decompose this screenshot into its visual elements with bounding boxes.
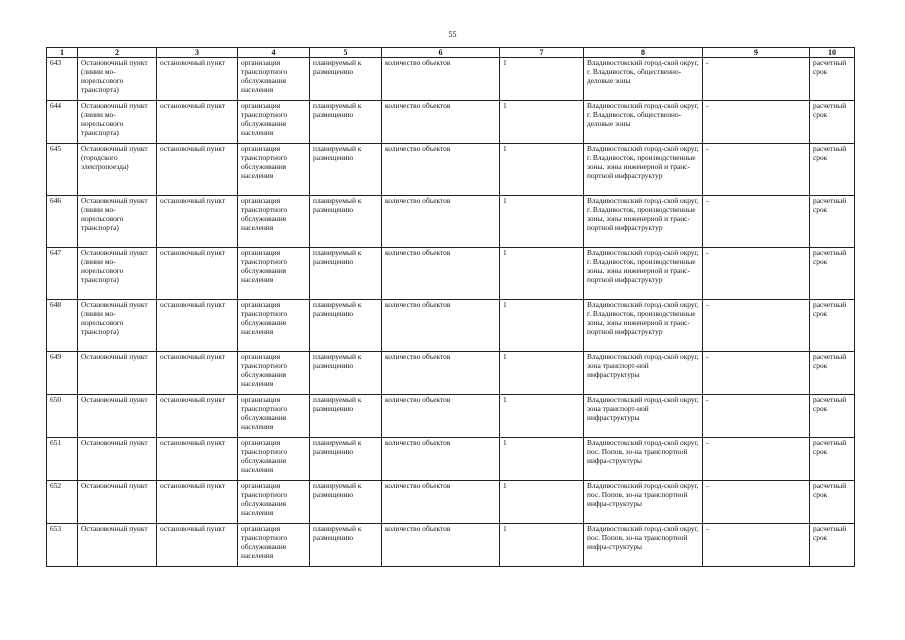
table-row [47,58,855,101]
count-cell: 1 [500,524,584,567]
term-cell: расчетный срок [810,524,855,567]
location-cell: Владивостокский город-ской округ, зона транспорт-ной инфраструктуры [584,352,703,395]
row-number-cell: 646 [47,196,78,248]
count-cell: 1 [500,196,584,248]
term-cell: расчетный срок [810,300,855,352]
purpose-cell: организация транспортного обслуживания населения [238,58,310,101]
purpose-cell: организация транспортного обслуживания населения [238,300,310,352]
objects-table [46,47,855,567]
row-number-cell: 643 [47,58,78,101]
row-number-cell: 651 [47,438,78,481]
indicator-cell: количество объектов [382,395,500,438]
indicator-cell: количество объектов [382,300,500,352]
indicator-cell: количество объектов [382,524,500,567]
table-row [47,352,855,395]
count-cell: 1 [500,300,584,352]
column-header: 7 [500,48,584,58]
indicator-cell: количество объектов [382,144,500,196]
term-cell: расчетный срок [810,481,855,524]
row-number-cell: 647 [47,248,78,300]
purpose-cell: организация транспортного обслуживания населения [238,248,310,300]
header-row [47,48,855,58]
location-cell: Владивостокский город-ской округ, г. Владивосток, производственные зоны, зоны инженерной и транс-портной инфраструктур [584,144,703,196]
object-name-cell: Остановочный пункт [78,352,157,395]
object-type-cell: остановочный пункт [157,101,238,144]
row-number-cell: 653 [47,524,78,567]
object-type-cell: остановочный пункт [157,144,238,196]
column-header: 3 [157,48,238,58]
term-cell: расчетный срок [810,144,855,196]
object-name-cell: Остановочный пункт [78,395,157,438]
indicator-cell: количество объектов [382,248,500,300]
count-cell: 1 [500,481,584,524]
table-row [47,101,855,144]
object-name-cell: Остановочный пункт (линии мо-норельсового транспорта) [78,196,157,248]
object-type-cell: остановочный пункт [157,481,238,524]
object-name-cell: Остановочный пункт [78,481,157,524]
column-header: 5 [310,48,382,58]
term-cell: расчетный срок [810,196,855,248]
column-header: 9 [703,48,810,58]
status-cell: планируемый к размещению [310,481,382,524]
location-cell: Владивостокский город-ской округ, пос. Попов, зо-на транспортной инфра-структуры [584,524,703,567]
object-type-cell: остановочный пункт [157,524,238,567]
row-number-cell: 652 [47,481,78,524]
term-cell: расчетный срок [810,101,855,144]
zone-cell: - [703,395,810,438]
status-cell: планируемый к размещению [310,300,382,352]
indicator-cell: количество объектов [382,438,500,481]
table-row [47,144,855,196]
count-cell: 1 [500,101,584,144]
row-number-cell: 650 [47,395,78,438]
object-name-cell: Остановочный пункт (городского электропоезда) [78,144,157,196]
purpose-cell: организация транспортного обслуживания населения [238,481,310,524]
status-cell: планируемый к размещению [310,248,382,300]
status-cell: планируемый к размещению [310,395,382,438]
location-cell: Владивостокский город-ской округ, г. Владивосток, производственные зоны, зоны инженерной и транс-портной инфраструктур [584,196,703,248]
table-row [47,395,855,438]
page-number: 55 [448,30,457,39]
status-cell: планируемый к размещению [310,58,382,101]
table-row [47,248,855,300]
purpose-cell: организация транспортного обслуживания населения [238,395,310,438]
status-cell: планируемый к размещению [310,144,382,196]
count-cell: 1 [500,248,584,300]
location-cell: Владивостокский город-ской округ, г. Владивосток, общественно-деловые зоны [584,101,703,144]
zone-cell: - [703,481,810,524]
status-cell: планируемый к размещению [310,352,382,395]
table-row [47,196,855,248]
zone-cell: - [703,438,810,481]
location-cell: Владивостокский город-ской округ, зона транспорт-ной инфраструктуры [584,395,703,438]
indicator-cell: количество объектов [382,196,500,248]
term-cell: расчетный срок [810,352,855,395]
zone-cell: - [703,524,810,567]
object-name-cell: Остановочный пункт [78,438,157,481]
purpose-cell: организация транспортного обслуживания населения [238,196,310,248]
column-header: 10 [810,48,855,58]
zone-cell: - [703,58,810,101]
purpose-cell: организация транспортного обслуживания населения [238,524,310,567]
column-header: 1 [47,48,78,58]
row-number-cell: 649 [47,352,78,395]
column-header: 8 [584,48,703,58]
object-name-cell: Остановочный пункт (линии мо-норельсового транспорта) [78,248,157,300]
indicator-cell: количество объектов [382,481,500,524]
count-cell: 1 [500,58,584,101]
object-type-cell: остановочный пункт [157,300,238,352]
row-number-cell: 648 [47,300,78,352]
object-name-cell: Остановочный пункт (линии мо-норельсового транспорта) [78,58,157,101]
table-row [47,300,855,352]
table-body [47,58,855,567]
purpose-cell: организация транспортного обслуживания населения [238,101,310,144]
column-header: 6 [382,48,500,58]
term-cell: расчетный срок [810,248,855,300]
object-type-cell: остановочный пункт [157,438,238,481]
indicator-cell: количество объектов [382,101,500,144]
zone-cell: - [703,248,810,300]
status-cell: планируемый к размещению [310,524,382,567]
row-number-cell: 645 [47,144,78,196]
count-cell: 1 [500,438,584,481]
zone-cell: - [703,101,810,144]
object-name-cell: Остановочный пункт (линии мо-норельсового транспорта) [78,300,157,352]
zone-cell: - [703,352,810,395]
indicator-cell: количество объектов [382,58,500,101]
object-type-cell: остановочный пункт [157,248,238,300]
count-cell: 1 [500,395,584,438]
object-type-cell: остановочный пункт [157,58,238,101]
column-header: 4 [238,48,310,58]
table-row [47,438,855,481]
purpose-cell: организация транспортного обслуживания населения [238,144,310,196]
object-name-cell: Остановочный пункт [78,524,157,567]
status-cell: планируемый к размещению [310,196,382,248]
location-cell: Владивостокский город-ской округ, пос. Попов, зо-на транспортной инфра-структуры [584,481,703,524]
zone-cell: - [703,144,810,196]
status-cell: планируемый к размещению [310,101,382,144]
object-type-cell: остановочный пункт [157,395,238,438]
location-cell: Владивостокский город-ской округ, пос. Попов, зо-на транспортной инфра-структуры [584,438,703,481]
zone-cell: - [703,300,810,352]
status-cell: планируемый к размещению [310,438,382,481]
table-row [47,524,855,567]
term-cell: расчетный срок [810,438,855,481]
term-cell: расчетный срок [810,395,855,438]
object-name-cell: Остановочный пункт (линии мо-норельсового транспорта) [78,101,157,144]
count-cell: 1 [500,144,584,196]
term-cell: расчетный срок [810,58,855,101]
purpose-cell: организация транспортного обслуживания населения [238,438,310,481]
column-header: 2 [78,48,157,58]
location-cell: Владивостокский город-ской округ, г. Владивосток, производственные зоны, зоны инженерной и транс-портной инфраструктур [584,248,703,300]
count-cell: 1 [500,352,584,395]
location-cell: Владивостокский город-ской округ, г. Владивосток, общественно-деловые зоны [584,58,703,101]
object-type-cell: остановочный пункт [157,352,238,395]
location-cell: Владивостокский город-ской округ, г. Владивосток, производственные зоны, зоны инженерной и транс-портной инфраструктур [584,300,703,352]
object-type-cell: остановочный пункт [157,196,238,248]
indicator-cell: количество объектов [382,352,500,395]
purpose-cell: организация транспортного обслуживания населения [238,352,310,395]
row-number-cell: 644 [47,101,78,144]
zone-cell: - [703,196,810,248]
table-row [47,481,855,524]
